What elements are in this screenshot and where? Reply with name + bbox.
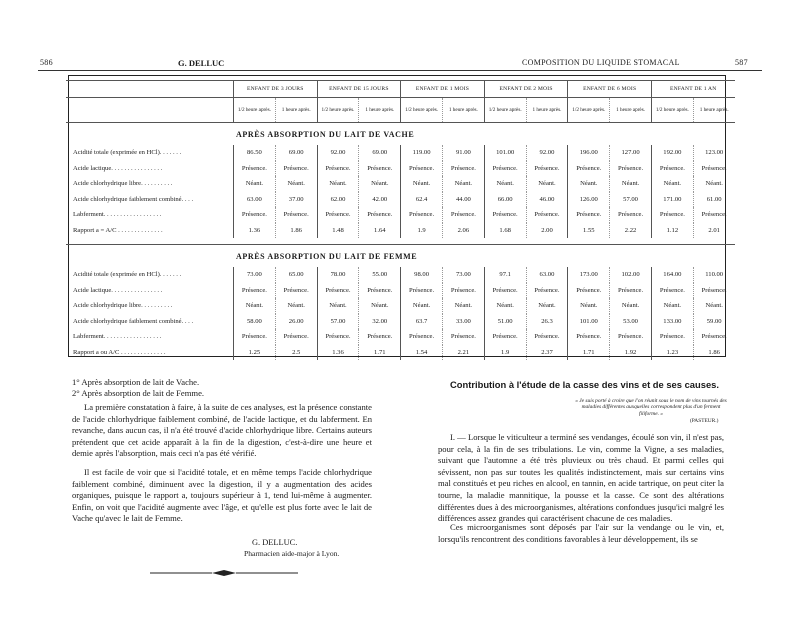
table-row <box>66 145 735 161</box>
table-cell: Présence. <box>610 329 652 345</box>
table-cell: Présence. <box>693 161 734 177</box>
table-cell: 42.00 <box>359 192 401 208</box>
table-cell: 1.86 <box>693 345 734 361</box>
table-cell: Présence. <box>317 161 359 177</box>
table-cell: 73.00 <box>442 267 484 283</box>
table-cell: 57.00 <box>610 192 652 208</box>
table-cell: 127.00 <box>610 145 652 161</box>
table-cell: Présence. <box>317 207 359 223</box>
table-cell: Néant. <box>610 298 652 314</box>
table-cell: 1.36 <box>234 223 276 239</box>
time-header: 1 heure après. <box>359 98 401 123</box>
right-paragraph-1: I. — Lorsque le viticulteur a terminé ses vendanges, écoulé son vin, il n'est pas, pour cela, à la fin de ses tribulations. Le vin, comme la Vigne, a ses maladies, suivant que l'automne a été très pluvieux ou très chaud. Et parmi celles qui sévissent, non pas sur toutes les qualités indistinctement, mais sur certains vins mal constitués et peu riches en alcool, en tannin, en acide tartrique, on peut citer la tourne, la maladie mannitique, la pousse et la casse. Ce sont des altérations différentes dues à des microorganismes, altérations confondues jusqu'ici malgré les différences assez grandes qui caractérisent chacune de ces maladies. <box>438 432 724 524</box>
table-cell: 58.00 <box>234 314 276 330</box>
page-number-left: 586 <box>40 58 53 67</box>
table-cell: Présence. <box>651 329 693 345</box>
table-cell: Présence. <box>442 283 484 299</box>
article-title: Contribution à l'étude de la casse des vins et de ses causes. <box>450 379 719 390</box>
table-cell: Présence. <box>442 161 484 177</box>
table-cell: 26.3 <box>526 314 568 330</box>
row-label: Acide chlorhydrique faiblement combiné. . . . <box>73 317 194 325</box>
table-cell: 1.71 <box>359 345 401 361</box>
table-cell: 62.4 <box>401 192 443 208</box>
row-label: Acide lactique. . . . . . . . . . . . . . . . <box>73 164 163 172</box>
table-cell: 69.00 <box>275 145 317 161</box>
table-cell: 66.00 <box>484 192 526 208</box>
table-row <box>66 161 735 177</box>
table-row <box>66 345 735 361</box>
running-author: G. DELLUC <box>178 58 225 68</box>
table-cell: Néant. <box>568 176 610 192</box>
time-header: 1/2 heure après. <box>568 98 610 123</box>
time-header: 1 heure après. <box>442 98 484 123</box>
table-cell: Présence. <box>651 207 693 223</box>
table-cell: Présence. <box>526 161 568 177</box>
table-cell: 37.00 <box>275 192 317 208</box>
row-label: Rapport a ou A/C . . . . . . . . . . . . . . <box>73 348 166 356</box>
note-1: 1° Après absorption de lait de Vache. <box>72 377 200 387</box>
header-rule <box>38 70 762 71</box>
table-cell: Néant. <box>401 298 443 314</box>
table-row <box>66 283 735 299</box>
time-header: 1 heure après. <box>526 98 568 123</box>
table-cell: 101.00 <box>484 145 526 161</box>
epigraph: « Je suis porté à croire que l'on réunit sous le nom de vins tournés des maladies différentes auxquelles correspondent plus d'un ferment filiforme. » <box>575 398 727 417</box>
table-cell: 55.00 <box>359 267 401 283</box>
table-cell: 2.06 <box>442 223 484 239</box>
table-cell: 133.00 <box>651 314 693 330</box>
row-label: Acidité totale (exprimée en HCl). . . . . . . <box>73 149 182 157</box>
table-cell: Présence. <box>568 161 610 177</box>
table-cell: 57.00 <box>317 314 359 330</box>
table-cell: Néant. <box>651 298 693 314</box>
table-cell: 92.00 <box>526 145 568 161</box>
section-title: APRÈS ABSORPTION DU LAIT DE FEMME <box>236 251 418 261</box>
table-cell: Néant. <box>610 176 652 192</box>
corner-cell <box>66 81 234 98</box>
corner-cell <box>66 98 234 123</box>
section-title-row <box>66 123 735 146</box>
table-cell: Présence. <box>568 207 610 223</box>
section-title: APRÈS ABSORPTION DU LAIT DE VACHE <box>236 129 415 139</box>
table-cell: Présence. <box>234 329 276 345</box>
table-cell: Présence. <box>651 161 693 177</box>
table-cell: 1.68 <box>484 223 526 239</box>
table-cell: Présence. <box>317 329 359 345</box>
analysis-table <box>66 80 735 360</box>
table-cell: Présence. <box>275 283 317 299</box>
table-cell: 2.21 <box>442 345 484 361</box>
table-cell: Présence. <box>693 207 734 223</box>
table-cell: 2.22 <box>610 223 652 239</box>
running-title: COMPOSITION DU LIQUIDE STOMACAL <box>522 58 680 67</box>
row-label: Rapport a = A/C . . . . . . . . . . . . . . <box>73 226 163 234</box>
table-cell: Néant. <box>317 298 359 314</box>
table-cell: 110.00 <box>693 267 734 283</box>
table-cell: Présence. <box>484 283 526 299</box>
time-header: 1/2 heure après. <box>234 98 276 123</box>
table-cell: 196.00 <box>568 145 610 161</box>
table-row <box>66 192 735 208</box>
table-cell: Néant. <box>651 176 693 192</box>
table-cell: 86.50 <box>234 145 276 161</box>
table-cell: 62.00 <box>317 192 359 208</box>
table-cell: Présence. <box>442 207 484 223</box>
table-cell: 126.00 <box>568 192 610 208</box>
table-row <box>66 314 735 330</box>
table-cell: 2.37 <box>526 345 568 361</box>
table-cell: Présence. <box>401 283 443 299</box>
table-cell: Présence. <box>526 329 568 345</box>
table-row <box>66 223 735 239</box>
table-cell: Néant. <box>693 176 734 192</box>
table-cell: Présence. <box>484 161 526 177</box>
table-cell: Présence. <box>610 207 652 223</box>
table-row <box>66 207 735 223</box>
table-cell: 1.92 <box>610 345 652 361</box>
table-cell: 2.01 <box>693 223 734 239</box>
table-row <box>66 329 735 345</box>
table-cell: 1.9 <box>401 223 443 239</box>
time-header: 1/2 heure après. <box>651 98 693 123</box>
table-cell: Présence. <box>693 283 734 299</box>
table-cell: Présence. <box>234 283 276 299</box>
table-cell: 51.00 <box>484 314 526 330</box>
table-cell: 1.86 <box>275 223 317 239</box>
table-cell: Présence. <box>401 161 443 177</box>
table-cell: 1.36 <box>317 345 359 361</box>
table-cell: Présence. <box>401 207 443 223</box>
table-cell: Présence. <box>484 329 526 345</box>
time-header: 1 heure après. <box>693 98 734 123</box>
table-cell: 91.00 <box>442 145 484 161</box>
age-group-header: ENFANT DE 1 MOIS <box>401 81 485 98</box>
table-cell: 97.1 <box>484 267 526 283</box>
table-cell: Néant. <box>484 298 526 314</box>
table-cell: Présence. <box>359 161 401 177</box>
table-cell: 1.55 <box>568 223 610 239</box>
table-cell: Présence. <box>651 283 693 299</box>
left-paragraph-1: La première constatation à faire, à la suite de ces analyses, est la présence constante de l'acide chlorhydrique faiblement combiné, de l'acide lactique, et du labferment. En revanche, dans aucun cas, il n'a été trouvé d'acide chlorhydrique libre. Certains auteurs prétendent que cet acide apparaît à la fin de la digestion, c'est-à-dire une heure et demie après l'absorption, mais ceci n'a pas été vérifié. <box>72 402 372 459</box>
table-cell: 44.00 <box>442 192 484 208</box>
table-cell: Néant. <box>484 176 526 192</box>
right-paragraph-2: Ces microorganismes sont déposés par l'air sur la vendange ou le vin, et, lorsqu'ils rencontrent des conditions favorables à leur développement, ils se <box>438 522 724 544</box>
table-cell: Présence. <box>275 207 317 223</box>
table-cell: 1.23 <box>651 345 693 361</box>
table-cell: Présence. <box>526 207 568 223</box>
table-cell: Présence. <box>484 207 526 223</box>
notes <box>72 377 372 399</box>
signature-title: Pharmacien aide-major à Lyon. <box>244 549 340 558</box>
table-cell: 2.00 <box>526 223 568 239</box>
table-cell: 123.00 <box>693 145 734 161</box>
table-cell: Néant. <box>401 176 443 192</box>
table-cell: Présence. <box>234 161 276 177</box>
table-cell: 98.00 <box>401 267 443 283</box>
table-cell: Présence. <box>442 329 484 345</box>
table-cell: 53.00 <box>610 314 652 330</box>
table-cell: Présence. <box>526 283 568 299</box>
table-cell: Néant. <box>275 298 317 314</box>
table-cell: Présence. <box>568 283 610 299</box>
signature-name: G. DELLUC. <box>252 538 298 547</box>
time-header: 1/2 heure après. <box>401 98 443 123</box>
table-cell: Présence. <box>610 161 652 177</box>
row-label: Labferment. . . . . . . . . . . . . . . . . . <box>73 333 162 341</box>
table-cell: 173.00 <box>568 267 610 283</box>
table-cell: Néant. <box>359 298 401 314</box>
table-cell: Néant. <box>317 176 359 192</box>
table-cell: 2.5 <box>275 345 317 361</box>
age-group-header: ENFANT DE 15 JOURS <box>317 81 401 98</box>
end-ornament <box>150 563 298 581</box>
table-cell: Présence. <box>317 283 359 299</box>
table-cell: Présence. <box>401 329 443 345</box>
table-cell: Néant. <box>359 176 401 192</box>
table-row <box>66 176 735 192</box>
page-number-right: 587 <box>735 58 748 67</box>
table-cell: Néant. <box>442 298 484 314</box>
row-label: Labferment. . . . . . . . . . . . . . . . . . <box>73 211 162 219</box>
row-label: Acide lactique. . . . . . . . . . . . . . . . <box>73 286 163 294</box>
time-header: 1/2 heure après. <box>317 98 359 123</box>
table-cell: Présence. <box>610 283 652 299</box>
table-cell: Présence. <box>275 161 317 177</box>
row-label: Acide chlorhydrique libre. . . . . . . . . . <box>73 302 173 310</box>
table-cell: Néant. <box>568 298 610 314</box>
table-cell: 46.00 <box>526 192 568 208</box>
table-cell: Néant. <box>275 176 317 192</box>
table-cell: Présence. <box>359 283 401 299</box>
epigraph-source: (PASTEUR.) <box>690 418 719 424</box>
table-cell: 1.71 <box>568 345 610 361</box>
table-cell: 1.64 <box>359 223 401 239</box>
age-header-row <box>66 81 735 98</box>
table-cell: 164.00 <box>651 267 693 283</box>
table-cell: Présence. <box>693 329 734 345</box>
table-row <box>66 298 735 314</box>
table-cell: 63.00 <box>234 192 276 208</box>
age-group-header: ENFANT DE 6 MOIS <box>568 81 652 98</box>
table-cell: Néant. <box>526 298 568 314</box>
table-cell: 101.00 <box>568 314 610 330</box>
table-cell: 78.00 <box>317 267 359 283</box>
table-cell: 1.9 <box>484 345 526 361</box>
age-group-header: ENFANT DE 3 JOURS <box>234 81 318 98</box>
table-cell: 61.00 <box>693 192 734 208</box>
table-cell: 63.00 <box>526 267 568 283</box>
table-cell: 69.00 <box>359 145 401 161</box>
table-cell: 92.00 <box>317 145 359 161</box>
table-cell: 171.00 <box>651 192 693 208</box>
row-label: Acidité totale (exprimée en HCl). . . . . . . <box>73 271 182 279</box>
age-group-header: ENFANT DE 1 AN <box>651 81 734 98</box>
table-cell: 59.00 <box>693 314 734 330</box>
table-cell: 33.00 <box>442 314 484 330</box>
table-cell: 1.25 <box>234 345 276 361</box>
table-cell: Présence. <box>359 329 401 345</box>
table-cell: 1.54 <box>401 345 443 361</box>
table-cell: 1.48 <box>317 223 359 239</box>
row-label: Acide chlorhydrique faiblement combiné. . . . <box>73 195 194 203</box>
table-cell: Néant. <box>234 176 276 192</box>
table-cell: Présence. <box>568 329 610 345</box>
table-cell: 192.00 <box>651 145 693 161</box>
table-cell: 32.00 <box>359 314 401 330</box>
time-header: 1 heure après. <box>275 98 317 123</box>
table-cell: Néant. <box>693 298 734 314</box>
time-header: 1/2 heure après. <box>484 98 526 123</box>
table-cell: 65.00 <box>275 267 317 283</box>
section-title-row <box>66 245 735 268</box>
table-cell: 63.7 <box>401 314 443 330</box>
table-cell: 102.00 <box>610 267 652 283</box>
table-cell: Néant. <box>442 176 484 192</box>
table-cell: Présence. <box>359 207 401 223</box>
time-header: 1 heure après. <box>610 98 652 123</box>
table-cell: 119.00 <box>401 145 443 161</box>
table-cell: 73.00 <box>234 267 276 283</box>
table-cell: Présence. <box>234 207 276 223</box>
age-group-header: ENFANT DE 2 MOIS <box>484 81 568 98</box>
time-header-row <box>66 98 735 123</box>
table-cell: 26.00 <box>275 314 317 330</box>
row-label: Acide chlorhydrique libre. . . . . . . . . . <box>73 180 173 188</box>
left-paragraph-2: Il est facile de voir que si l'acidité totale, et en même temps l'acide chlorhydrique faiblement combiné, diminuent avec la digestion, il y a augmentation des acides organiques, puisque le rapport a, toujours supérieur à 1, tend lui-même à augmenter. Enfin, on voit que l'acidité augmente avec l'âge, et qu'elle est plus forte avec le lait de Vache qu'avec le lait de Femme. <box>72 467 372 524</box>
table-cell: Néant. <box>234 298 276 314</box>
table-cell: 1.12 <box>651 223 693 239</box>
table-row <box>66 267 735 283</box>
table-cell: Néant. <box>526 176 568 192</box>
note-2: 2° Après absorption de lait de Femme. <box>72 388 205 398</box>
table-cell: Présence. <box>275 329 317 345</box>
